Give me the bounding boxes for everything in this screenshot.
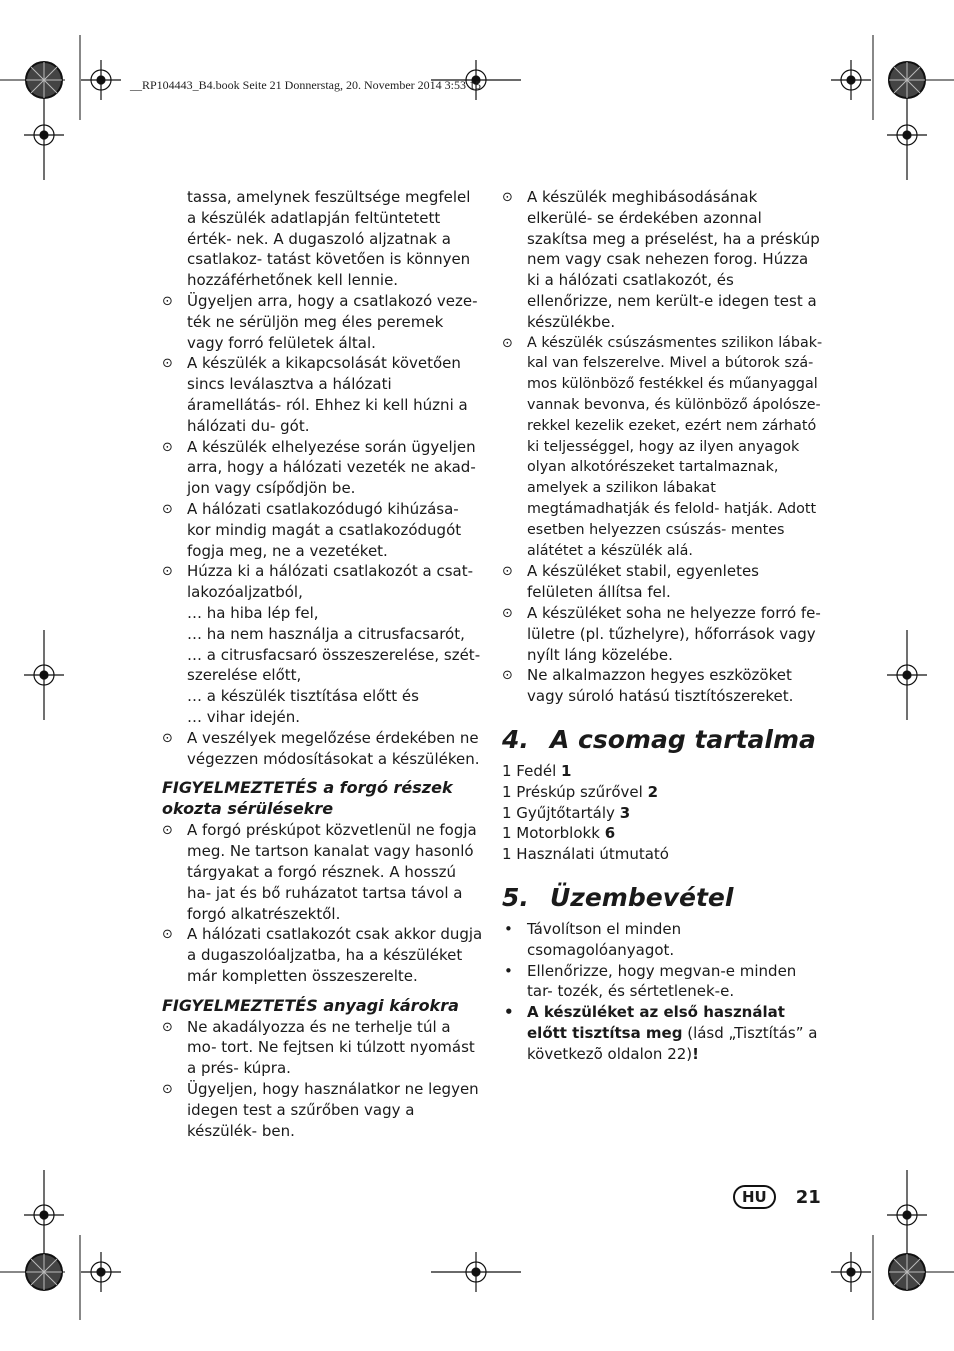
- bullet-icon: •: [504, 919, 513, 938]
- safety-item: ⊙ A készüléket soha ne helyezze forró fe- lületre (pl. tűzhelyre), hőforrások vagy nyílt láng közelébe.: [502, 603, 821, 664]
- circle-dot-icon: ⊙: [162, 1082, 173, 1098]
- circle-dot-icon: ⊙: [162, 293, 173, 309]
- warning-heading: FIGYELMEZTETÉS anyagi károkra: [162, 995, 459, 1015]
- circle-dot-icon: ⊙: [162, 501, 173, 517]
- safety-item: ⊙ A készülék elhelyezése során ügyeljen arra, hogy a hálózati vezeték ne akad- jon vagy csípődjön be.: [162, 437, 476, 498]
- contents-row: 1 Préskúp szűrővel 2: [502, 782, 659, 801]
- intro-paragraph: tassa, amelynek feszültsége megfelel a készülék adatlapján feltüntetett érték- nek. A dugaszoló aljzatnak a csatlakoz- tatást követően is könnyen hozzáférhetőnek kell lennie.: [187, 188, 471, 290]
- section-heading-startup: [502, 883, 824, 913]
- circle-dot-icon: ⊙: [162, 927, 173, 943]
- sub-item: … ha hiba lép fel,: [187, 603, 319, 622]
- section-title: A csomag tartalma: [550, 724, 816, 754]
- safety-item: ⊙ Húzza ki a hálózati csatlakozót a csat- lakozóaljzatból,: [162, 562, 474, 602]
- safety-item: ⊙ A hálózati csatlakozódugó kihúzása- kor mindig magát a csatlakozódugót fogja meg, ne a vezetéket.: [162, 499, 462, 560]
- safety-item: ⊙ A készülék a kikapcsolását követően sincs leválasztva a hálózati áramellátás- ról. Ehhez ki kell húzni a hálózati du- gót.: [162, 354, 468, 435]
- section-number: 5.: [502, 882, 529, 912]
- circle-dot-icon: ⊙: [502, 335, 513, 351]
- safety-item: ⊙ Ügyeljen, hogy használatkor ne legyen idegen test a szűrőben vagy a készülék- ben.: [162, 1080, 479, 1140]
- sub-item: … vihar idején.: [187, 707, 301, 726]
- circle-dot-icon: ⊙: [502, 564, 513, 580]
- circle-dot-icon: ⊙: [502, 605, 513, 621]
- safety-item: ⊙ Ne alkalmazzon hegyes eszközöket vagy súroló hatású tisztítószereket.: [502, 666, 794, 706]
- print-header: __RP104443_B4.book Seite 21 Donnerstag, 20. November 2014 3:53 15: [130, 78, 481, 92]
- section-number: 4.: [502, 724, 529, 754]
- contents-row: 1 Gyűjtőtartály 3: [502, 803, 631, 822]
- safety-item: ⊙ A készülék csúszásmentes szilikon lábak- kal van felszerelve. Mivel a bútorok szá- mos különböző festékkel és műanyaggal vannak bevonva, és különböző ápolósze- rekkel kezelik ezeket, ezért nem zárható ki teljességgel, hogy az ilyen anyagok olyan alkotórészeket tartalmaznak, amelyek a szilikon lábakat megtámadhatják és felold- hatják. Adott esetben helyezzen csúszás- mentes alátétet a készülék alá.: [502, 334, 823, 559]
- circle-dot-icon: ⊙: [162, 439, 173, 455]
- right-column: [502, 187, 824, 1064]
- section-heading-package-contents: [502, 725, 824, 755]
- contents-row: 1 Használati útmutató: [502, 845, 669, 864]
- circle-dot-icon: ⊙: [162, 730, 173, 746]
- safety-item: ⊙ A veszélyek megelőzése érdekében ne végezzen módosításokat a készüléken.: [162, 728, 480, 768]
- safety-item: ⊙ A készüléket stabil, egyenletes felületen állítsa fel.: [502, 562, 759, 602]
- language-badge: HU: [733, 1185, 776, 1209]
- sub-item: … a citrusfacsaró összeszerelése, szét- szerelése előtt,: [187, 645, 481, 685]
- circle-dot-icon: ⊙: [502, 668, 513, 684]
- bullet-icon: •: [504, 961, 513, 980]
- contents-row: 1 Motorblokk 6: [502, 824, 616, 843]
- contents-row: 1 Fedél 1: [502, 761, 572, 780]
- circle-dot-icon: ⊙: [162, 356, 173, 372]
- safety-item: ⊙ Ne akadályozza és ne terhelje túl a mo- tort. Ne fejtsen ki túlzott nyomást a prés- kúpra.: [162, 1017, 475, 1078]
- bullet-item: • A készüléket az első használat előtt tisztítsa meg (lásd „Tisztítás” a következõ oldalon 22)!: [504, 1003, 818, 1063]
- left-column: [162, 187, 484, 1141]
- bullet-item: • Távolítson el minden csomagolóanyagot.: [504, 919, 682, 959]
- section-title: Üzembevétel: [550, 882, 734, 912]
- circle-dot-icon: ⊙: [162, 1019, 173, 1035]
- safety-item: ⊙ A forgó préskúpot közvetlenül ne fogja meg. Ne tartson kanalat vagy hasonló tárgyakat a forgó résznek. A hosszú ha- jat és bő ruházatot tartsa távol a forgó alkatrészektől.: [162, 821, 477, 923]
- warning-heading: FIGYELMEZTETÉS a forgó részek okozta sérülésekre: [162, 778, 453, 819]
- bullet-item: • Ellenőrizze, hogy megvan-e minden tar- tozék, és sértetlenek-e.: [504, 961, 797, 1001]
- safety-item: ⊙ A készülék meghibásodásának elkerülé- se érdekében azonnal szakítsa meg a préselést, ha a préskúp nem vagy csak nehezen forog. Húzza ki a hálózati csatlakozót, és ellenőrizze, nem került-e idegen test a készülékbe.: [502, 188, 820, 331]
- circle-dot-icon: ⊙: [162, 564, 173, 580]
- circle-dot-icon: ⊙: [162, 823, 173, 839]
- sub-list: [162, 603, 484, 728]
- page-footer: [733, 1185, 821, 1209]
- bullet-icon: •: [504, 1003, 514, 1022]
- circle-dot-icon: ⊙: [502, 190, 513, 205]
- sub-item: … ha nem használja a citrusfacsarót,: [187, 624, 465, 643]
- sub-item: … a készülék tisztítása előtt és: [187, 687, 419, 706]
- safety-item: ⊙ A hálózati csatlakozót csak akkor dugja a dugaszolóaljzatba, ha a készüléket már kompletten összeszerelte.: [162, 925, 483, 985]
- safety-item: ⊙ Ügyeljen arra, hogy a csatlakozó veze- ték ne sérüljön meg éles peremek vagy forró felületek által.: [162, 291, 478, 352]
- page-number: 21: [795, 1186, 821, 1208]
